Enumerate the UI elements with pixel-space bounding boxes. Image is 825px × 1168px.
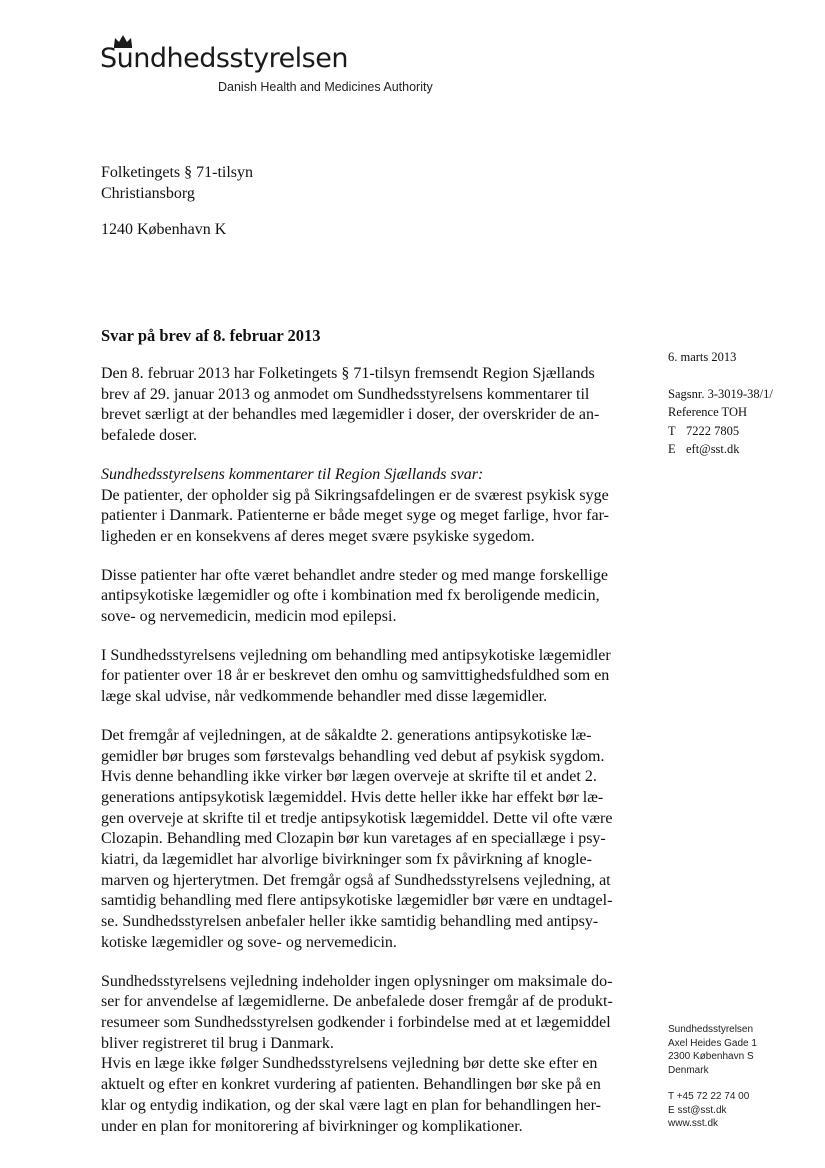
email-value[interactable]: eft@sst.dk — [686, 441, 740, 456]
footer-phone-value: +45 72 22 74 00 — [676, 1091, 750, 1102]
paragraph-3: Disse patienter har ofte været behandlet andre steder og med mange forskellige antipsykotiske lægemidler og ofte i kombination med fx beroligende medicin, sove- og nervemedicin, medicin mod epilepsi. — [101, 566, 608, 626]
footer-city: 2300 København S — [668, 1051, 754, 1062]
footer-org: Sundhedsstyrelsen — [668, 1024, 754, 1035]
case-number: Sagsnr. 3-3019-38/1/ — [668, 387, 773, 401]
footer-address — [668, 1023, 757, 1077]
paragraph-2 — [101, 465, 629, 548]
section-heading: Sundhedsstyrelsens kommentarer til Region Sjællands svar: — [101, 465, 484, 483]
logo-subtitle: Danish Health and Medicines Authority — [218, 80, 433, 94]
sidebar-meta — [668, 385, 773, 458]
footer-website[interactable]: www.sst.dk — [668, 1118, 719, 1129]
footer-phone-label: T — [668, 1091, 674, 1102]
recipient-line-2: Christiansborg — [101, 185, 195, 202]
footer-email-value[interactable]: sst@sst.dk — [677, 1104, 727, 1116]
paragraph-6: Sundhedsstyrelsens vejledning indeholder ingen oplysninger om maksimale do- ser for anvendelse af lægemidlerne. De anbefalede doser fremgår af de produkt- resumeer som Sundhedsstyrelsen godkender i forbindelse med at et lægemiddel bliver registreret til brug i Danmark. — [101, 972, 613, 1052]
recipient-line-1: Folketingets § 71-tilsyn — [101, 164, 253, 181]
letter-body — [101, 326, 629, 1155]
logo-name: Sundhedsstyrelsen — [100, 43, 348, 74]
recipient-line-3: 1240 København K — [101, 221, 227, 238]
letterhead-logo — [100, 36, 460, 102]
letter-subject: Svar på brev af 8. februar 2013 — [101, 326, 321, 345]
email-label: E — [668, 441, 676, 456]
footer-phone — [668, 1090, 749, 1104]
footer-email — [668, 1104, 749, 1118]
contact-phone — [668, 422, 773, 440]
paragraph-7: Hvis en læge ikke følger Sundhedsstyrelsens vejledning bør dette ske efter en aktuelt og efter en konkret vurdering af patienten. Behandlingen bør ske på en klar og entydig indikation, og der skal være lagt en plan for behandlingen her- under en plan for monitorering af bivirkninger og komplikationer. — [101, 1055, 601, 1135]
contact-email — [668, 440, 773, 458]
paragraph-5: Det fremgår af vejledningen, at de såkaldte 2. generations antipsykotiske læ- gemidler bør bruges som førstevalgs behandling ved debut af psykisk sygdom. Hvis denne behandling ikke virker bør lægen overveje at skrifte til et andet 2. generations antipsykotisk lægemiddel. Hvis dette heller ikke har effekt bør læ- gen overveje at skrifte til et tredje antipsykotisk lægemiddel. Dette vil ofte være Clozapin. Behandling med Clozapin bør kun varetages af en speciallæge i psy- kiatri, da lægemidlet har alvorlige bivirkninger som fx påvirkning af knogle- marven og hjerterytmen. Det fremgår også af Sundhedsstyrelsens vejledning, at samtidig behandling med flere antipsykotiske lægemidler bør være en undtagel- se. Sundhedsstyrelsen anbefaler heller ikke samtidig behandling med antipsy- kotiske lægemidler og sove- og nervemedicin. — [101, 726, 613, 951]
phone-label: T — [668, 423, 676, 438]
phone-value: 7222 7805 — [686, 423, 740, 438]
paragraph-2-text: De patienter, der opholder sig på Sikringsafdelingen er de sværest psykisk syge patienter i Danmark. Patienterne er både meget syge og meget farlige, hvor far- ligheden er en konsekvens af deres meget svære psykiske sygedom. — [101, 486, 609, 545]
footer-contact — [668, 1090, 749, 1131]
paragraph-1: Den 8. februar 2013 har Folketingets § 71-tilsyn fremsendt Region Sjællands brev af 29. januar 2013 og anmodet om Sundhedsstyrelsens kommentarer til brevet særligt at der behandles med lægemidler i doser, der overskrider de an- befalede doser. — [101, 365, 600, 445]
footer-country: Denmark — [668, 1064, 709, 1076]
footer-email-label: E — [668, 1104, 675, 1116]
footer-street: Axel Heides Gade 1 — [668, 1037, 757, 1049]
paragraph-4: I Sundhedsstyrelsens vejledning om behandling med antipsykotiske lægemidler for patienter over 18 år er beskrevet den omhu og samvittighedsfuldhed som en læge skal udvise, når vedkommende behandler med disse lægemidler. — [101, 646, 611, 706]
letter-date: 6. marts 2013 — [668, 350, 737, 364]
reference: Reference TOH — [668, 405, 748, 420]
